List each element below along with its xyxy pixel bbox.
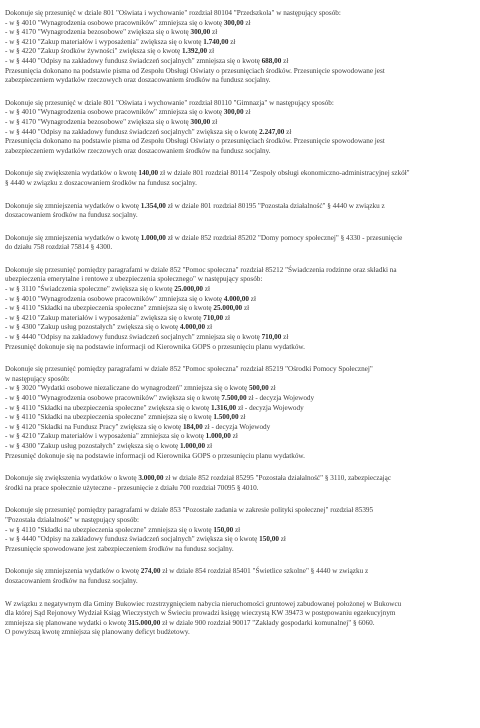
paragraph-line: Dokonuje się zwiększenia wydatków o kwotę 3.000,00 zł w dziale 852 rozdział 85295 "Pozostała działalność" § 3110, zabezpieczając — [5, 474, 392, 483]
paragraph-11 — [5, 600, 472, 638]
paragraph-line: dla której Sąd Rejonowy Wydział Ksiąg Wieczystych w Świeciu prowadzi księgę wieczystą KW 39473 w postępowaniu egzekucyjnym — [5, 609, 396, 618]
paragraph-line: Dokonuje się przesunięć pomiędzy paragrafami w dziale 852 "Pomoc społeczna" rozdział 85212 "Świadczenia rodzinne oraz składki na — [5, 265, 397, 274]
paragraph-line: Przesunięć dokonuje się na podstawie informacji od Kierownika GOPS o przesunięciu planu wydatków. — [5, 342, 305, 351]
paragraph-line: Przesunięć dokonuje się na podstawie informacji od Kierownika GOPS o przesunięciu planu wydatków. — [5, 451, 305, 460]
paragraph-line: - w § 4110 "Składki na ubezpieczenia społeczne" zwiększa się o kwotę 1.316,00 zł - decyzja Wojewody — [5, 403, 304, 412]
paragraph-line: "Pozostała działalność" w następujący sposób: — [5, 515, 140, 524]
paragraph-line: doszacowaniem środków na fundusz socjalny. — [5, 576, 138, 585]
paragraph-4 — [5, 202, 472, 221]
paragraph-line: - w § 4110 "Składki na ubezpieczenia społeczne" zmniejsza się o kwotę 1.500,00 zł — [5, 413, 246, 422]
paragraph-line: Dokonuje się zmniejszenia wydatków o kwotę 1.354,00 zł w dziale 801 rozdział 80195 "Pozostała działalność" § 4440 w związku z — [5, 201, 385, 210]
paragraph-line: - w § 4300 "Zakup usług pozostałych" zwiększa się o kwotę 4.000,00 zł — [5, 323, 213, 332]
paragraph-9 — [5, 506, 472, 554]
paragraph-line: O powyższą kwotę zmniejsza się planowany deficyt budżetowy. — [5, 628, 190, 637]
paragraph-line: - w § 4440 "Odpisy na zakładowy fundusz świadczeń socjalnych" zwiększa się o kwotę 150,00 zł — [5, 535, 286, 544]
paragraph-line: - w § 3110 "Świadczenia społeczne" zwiększa się o kwotę 25.000,00 zł — [5, 285, 210, 294]
paragraph-line: - w § 4170 "Wynagrodzenia bezosobowe" zwiększa się o kwotę 300,00 zł — [5, 117, 218, 126]
paragraph-line: Dokonuje się przesunięć pomiędzy paragrafami w dziale 853 "Pozostałe zadania w zakresie polityki społecznej" rozdział 85395 — [5, 506, 374, 515]
paragraph-2 — [5, 99, 472, 157]
paragraph-line: Dokonuje się zmniejszenia wydatków o kwotę 274,00 zł w dziale 854 rozdział 85401 "Świetlice szkolne" § 4440 w związku z — [5, 567, 369, 576]
paragraph-line: - w § 4110 "Składki na ubezpieczenia społeczne" zmniejsza się o kwotę 150,00 zł — [5, 525, 241, 534]
paragraph-line: - w § 4120 "Składki na Fundusz Pracy" zwiększa się o kwotę 184,00 zł - decyzja Wojewody — [5, 422, 271, 431]
paragraph-line: Dokonuje się przesunięć w dziale 801 "Oświata i wychowanie" rozdział 80104 "Przedszkola" w następujący sposób: — [5, 9, 341, 17]
paragraph-line: - w § 4210 "Zakup materiałów i wyposażenia" zwiększa się o kwotę 710,00 zł — [5, 313, 231, 322]
paragraph-line: Dokonuje się zmniejszenia wydatków o kwotę 1.000,00 zł w dziale 852 rozdział 85202 "Domy pomocy społecznej" § 4330 - przesunięcie — [5, 233, 403, 242]
paragraph-line: Dokonuje się przesunięć pomiędzy paragrafami w dziale 852 "Pomoc społeczna" rozdział 85219 "Ośrodki Pomocy Społecznej" — [5, 365, 373, 374]
paragraph-line: zmniejsza się planowane wydatki o kwotę 315.000,00 zł w dziale 900 rozdział 90017 "Zakłady gospodarki komunalnej" § 6060. — [5, 618, 375, 627]
paragraph-8 — [5, 474, 472, 493]
paragraph-line: - w § 4220 "Zakup środków żywności" zwiększa się o kwotę 1.392,00 zł — [5, 47, 215, 56]
paragraph-10 — [5, 567, 472, 586]
paragraph-line: zabezpieczeniem wydatków rzeczowych oraz doszacowaniem środków na fundusz socjalny. — [5, 146, 271, 155]
paragraph-7 — [5, 365, 472, 461]
paragraph-line: zabezpieczeniem wydatków rzeczowych oraz doszacowaniem środków na fundusz socjalny. — [5, 76, 271, 85]
paragraph-line: - w § 4010 "Wynagrodzenia osobowe pracowników" zmniejsza się o kwotę 300,00 zł — [5, 18, 251, 27]
paragraph-line: - w § 4210 "Zakup materiałów i wyposażenia" zwiększa się o kwotę 1.740,00 zł — [5, 37, 236, 46]
paragraph-line: do działu 758 rozdział 75814 § 4300. — [5, 243, 113, 252]
paragraph-line: - w § 4010 "Wynagrodzenia osobowe pracowników" zmniejsza się o kwotę 300,00 zł — [5, 108, 251, 117]
paragraph-line: Przesunięcia dokonano na podstawie pisma od Zespołu Obsługi Oświaty o przesunięciach środków. Przesunięcie spowodowane jest — [5, 137, 385, 146]
paragraph-line: Przesunięcia dokonano na podstawie pisma od Zespołu Obsługi Oświaty o przesunięciach środków. Przesunięcie spowodowane jest — [5, 66, 385, 75]
paragraph-line: - w § 4440 "Odpisy na zakładowy fundusz świadczeń socjalnych" zwiększa się o kwotę 2.247,00 zł — [5, 127, 292, 136]
paragraph-line: Przesunięcie spowodowane jest zabezpieczeniem środków na fundusz socjalny. — [5, 544, 234, 553]
paragraph-line: - w § 4440 "Odpisy na zakładowy fundusz świadczeń socjalnych" zmniejsza się o kwotę 688,00 zł — [5, 56, 289, 65]
paragraph-line: ubezpieczenia emerytalne i rentowe z ubezpieczenia społecznego" w następujący sposób: — [5, 275, 263, 284]
paragraph-line: doszacowaniem środków na fundusz socjalny. — [5, 211, 138, 220]
paragraph-line: Dokonuje się zwiększenia wydatków o kwotę 140,00 zł w dziale 801 rozdział 80114 "Zespoły obsługi ekonomiczno-administracyjnej szkół" — [5, 169, 410, 178]
paragraph-1 — [5, 9, 472, 86]
paragraph-5 — [5, 234, 472, 253]
paragraph-line: - w § 4440 "Odpisy na zakładowy fundusz świadczeń socjalnych" zmniejsza się o kwotę 710,00 zł — [5, 333, 289, 342]
paragraph-line: W związku z negatywnym dla Gminy Bukowiec rozstrzygnięciem nabycia nieruchomości gruntowej zabudowanej położonej w Bukowcu — [5, 599, 402, 608]
paragraph-line: - w § 4300 "Zakup usług pozostałych" zwiększa się o kwotę 1.000,00 zł — [5, 441, 213, 450]
paragraph-3 — [5, 169, 472, 188]
paragraph-6 — [5, 266, 472, 352]
paragraph-line: środki na prace społecznie użyteczne - przesunięcie z działu 700 rozdział 70095 § 4010. — [5, 483, 259, 492]
paragraph-line: - w § 4110 "Składki na ubezpieczenia społeczne" zmniejsza się o kwotę 25.000,00 zł — [5, 304, 250, 313]
paragraph-line: § 4440 w związku z doszacowaniem środków na fundusz socjalny. — [5, 178, 197, 187]
paragraph-line: w następujący sposób: — [5, 374, 70, 383]
paragraph-line: - w § 3020 "Wydatki osobowe niezaliczane do wynagrodzeń" zmniejsza się o kwotę 500,00 zł — [5, 384, 276, 393]
paragraph-line: - w § 4170 "Wynagrodzenia bezosobowe" zwiększa się o kwotę 300,00 zł — [5, 28, 218, 37]
paragraph-line: - w § 4010 "Wynagrodzenia osobowe pracowników" zmniejsza się o kwotę 4.000,00 zł — [5, 294, 256, 303]
paragraph-line: - w § 4010 "Wynagrodzenia osobowe pracowników" zwiększa się o kwotę 7.500,00 zł - decyzja Wojewody — [5, 394, 315, 402]
paragraph-line: - w § 4210 "Zakup materiałów i wyposażenia" zmniejsza się o kwotę 1.000,00 zł — [5, 432, 238, 441]
paragraph-line: Dokonuje się przesunięć w dziale 801 "Oświata i wychowanie" rozdział 80110 "Gimnazja" w następujący sposób: — [5, 98, 334, 107]
